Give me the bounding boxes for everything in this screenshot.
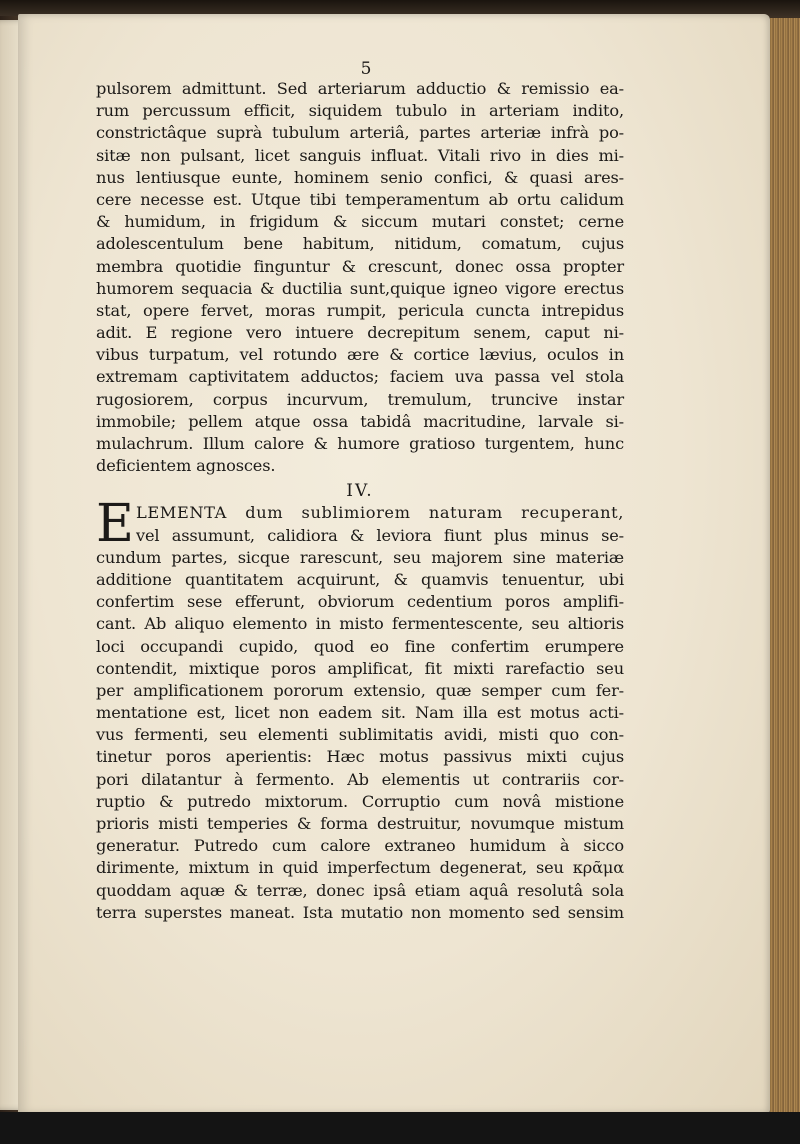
- paragraph-2: [96, 494, 624, 924]
- text-line: humorem sequacia & ductilia sunt,quique igneo vigore erectus: [96, 278, 624, 298]
- text-line: vus fermenti, seu elementi sublimitatis avidi, misti quo con-: [96, 725, 624, 745]
- text-line: mentatione est, licet non eadem sit. Nam illa est motus acti-: [96, 703, 624, 723]
- text-line: quoddam aquæ & terræ, donec ipsâ etiam aquâ resolutâ sola: [96, 880, 624, 900]
- paragraph-1: [96, 78, 624, 477]
- text-line: constrictâque suprà tubulum arteriâ, partes arteriæ infrà po-: [96, 123, 624, 143]
- text-line: loci occupandi cupido, quod eo fine confertim erumpere: [96, 636, 624, 656]
- text-line: immobile; pellem atque ossa tabidâ macritudine, larvale si-: [96, 411, 624, 431]
- text-line: deficientem agnosces.: [96, 456, 276, 476]
- text-line: adit. E regione vero intuere decrepitum senem, caput ni-: [96, 323, 624, 343]
- text-line: membra quotidie finguntur & crescunt, donec ossa propter: [96, 256, 624, 276]
- text-line: cant. Ab aliquo elemento in misto fermentescente, seu altioris: [96, 614, 624, 634]
- text-line: per amplificationem pororum extensio, quæ semper cum fer-: [96, 680, 624, 700]
- text-line: pulsorem admittunt. Sed arteriarum adductio & remissio ea-: [96, 79, 624, 98]
- text-line: additione quantitatem acquirunt, & quamvis tenuentur, ubi: [96, 569, 624, 589]
- text-line: ruptio & putredo mixtorum. Corruptio cum novâ mistione: [96, 791, 624, 811]
- text-line: prioris misti temperies & forma destruitur, novumque mistum: [96, 814, 624, 833]
- text-line: tinetur poros aperientis: Hæc motus passivus mixti cujus: [96, 747, 624, 767]
- text-line: sitæ non pulsant, licet sanguis influat. Vitali rivo in dies mi-: [96, 145, 624, 165]
- section-heading: IV.: [346, 481, 374, 502]
- text-line: extremam captivitatem adductos; faciem uva passa vel stola: [96, 367, 624, 387]
- text-line: mulachrum. Illum calore & humore gratioso turgentem, hunc: [96, 434, 624, 453]
- text-line: contendit, mixtique poros amplificat, fit mixti rarefactio seu: [96, 658, 624, 678]
- text-line: & humidum, in frigidum & siccum mutari constet; cerne: [96, 212, 624, 232]
- text-line: cere necesse est. Utque tibi temperamentum ab ortu calidum: [96, 189, 624, 209]
- text-line: terra superstes maneat. Ista mutatio non momento sed sensim: [96, 902, 624, 922]
- text-line: LEMENTA dum sublimiorem naturam recuperant,: [136, 503, 624, 523]
- page-edges-right: [770, 18, 800, 1118]
- scan-background-bottom: [0, 1112, 800, 1144]
- text-block: [96, 60, 624, 924]
- text-line: pori dilatantur à fermento. Ab elementis ut contrariis cor-: [96, 769, 624, 789]
- text-line: cundum partes, sicque rarescunt, seu majorem sine materiæ: [96, 547, 624, 567]
- drop-cap: E: [96, 494, 134, 555]
- text-line: rum percussum efficit, siquidem tubulo in arteriam indito,: [96, 101, 624, 121]
- text-line: nus lentiusque eunte, hominem senio confici, & quasi ares-: [96, 167, 624, 187]
- text-line: adolescentulum bene habitum, nitidum, comatum, cujus: [96, 234, 624, 254]
- page-number: 5: [360, 59, 372, 79]
- text-line: stat, opere fervet, moras rumpit, pericula cuncta intrepidus: [96, 300, 624, 320]
- text-line: vel assumunt, calidiora & leviora fiunt plus minus se-: [136, 525, 624, 545]
- text-line: dirimente, mixtum in quid imperfectum degenerat, seu κρᾶμα: [96, 858, 624, 878]
- text-line: generatur. Putredo cum calore extraneo humidum à sicco: [96, 836, 624, 856]
- text-line: confertim sese efferunt, obviorum cedentium poros amplifi-: [96, 592, 624, 612]
- text-line: vibus turpatum, vel rotundo ære & cortice lævius, oculos in: [96, 345, 624, 365]
- text-line: rugosiorem, corpus incurvum, tremulum, truncive instar: [96, 389, 624, 409]
